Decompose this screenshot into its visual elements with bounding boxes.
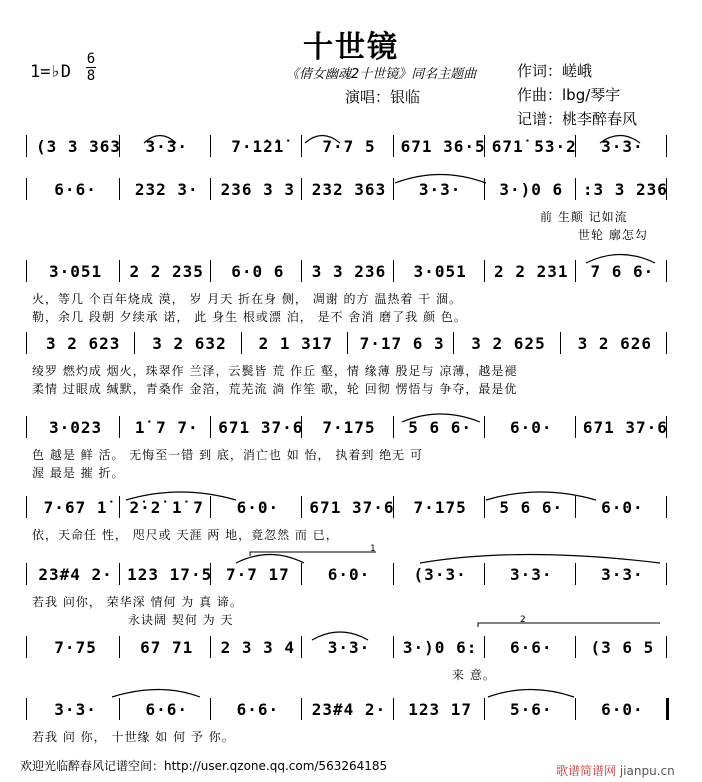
measure-notes: 3·3·: [510, 565, 553, 584]
measure-notes: 671 37·6: [309, 498, 395, 517]
lyrics-line-2: 柔情 过眼成 缄默，青桑作 金箔，荒芜流 淌 作笙 歌，轮 回彻 愣悟与 争夺，最是优: [32, 382, 518, 396]
measure-notes: 7·175: [322, 418, 376, 437]
measure-notes: (3 3 363: [36, 137, 122, 156]
measure-notes: :3 3 236: [582, 180, 668, 199]
lyrics-line-2: 世轮 廓怎勾: [578, 228, 648, 242]
measure-notes: 123 17·5: [127, 565, 213, 584]
measure-notes: 6·6·: [145, 700, 188, 719]
measure-notes: 7·67 1̇: [43, 498, 108, 517]
transcriber-credit: 记谱：桃李醉春风: [517, 110, 638, 128]
footer-link[interactable]: 欢迎光临醉春风记谱空间：http://user.qzone.qq.com/563264185: [20, 759, 388, 773]
measure-notes: 3 2 632: [152, 334, 227, 353]
subtitle: 《倩女幽魂2十世镜》同名主题曲: [286, 67, 477, 82]
watermark-brand: 歌谱简谱网: [556, 764, 617, 778]
key-signature: 1=♭D: [30, 62, 71, 82]
measure-notes: 236 3 3: [220, 180, 296, 199]
measure-notes: 671 36·5: [400, 137, 486, 156]
measure-notes: 67 71: [140, 638, 194, 657]
measure-notes: 3 3 236: [311, 262, 387, 281]
measure-notes: 3·051: [413, 262, 467, 281]
lyrics-line-1: 若我 问你， 荣华深 情何 为 真 谛。: [32, 595, 243, 609]
lyrics-line-1: 火，等几 个百年烧成 漠， 岁 月天 折在身 侧， 凋谢 的方 温热着 干 涸。: [32, 292, 462, 306]
measure-notes: 23#4 2·: [311, 700, 387, 719]
singer-credit: 演唱：银临: [345, 88, 421, 106]
measure-notes: 2 1 317: [258, 334, 334, 353]
measure-notes: 7·7 5: [322, 137, 376, 156]
measure-notes: 3·3·: [54, 700, 97, 719]
measure-notes: 3·023: [48, 418, 103, 437]
time-signature-top: 6: [86, 51, 96, 67]
lyricist-credit: 作词：嵯峨: [517, 62, 593, 80]
measure-notes: 5·6·: [510, 700, 553, 719]
measure-notes: 7·7 17: [225, 565, 290, 584]
measure-notes: 3·3·: [145, 137, 188, 156]
lyrics-line-2: 勒，余几 段朝 夕续承 诺， 此 身生 根或漂 泊， 是不 舍消 磨了我 颜 色。: [32, 310, 467, 324]
measure-notes: 6·0·: [601, 700, 644, 719]
measure-notes: 5 6 6·: [408, 418, 473, 437]
measure-notes: (3 6 5: [590, 638, 655, 657]
measure-notes: 3·)0 6: [499, 180, 564, 199]
watermark-url: jianpu.cn: [619, 764, 675, 778]
watermark: [556, 762, 675, 779]
measure-notes: 7·17 6 3: [359, 334, 445, 353]
time-signature-bottom: 8: [86, 68, 96, 84]
measure-notes: 3·)0 6:: [402, 638, 478, 657]
measure-notes: 3 2 623: [45, 334, 121, 353]
measure-notes: 671 37·6: [218, 418, 304, 437]
measure-notes: 3·3·: [601, 565, 644, 584]
measure-notes: 6·0·: [236, 498, 280, 517]
lyrics-line-1: 色 越是 鲜 活。 无悔至一错 到 底，消亡也 如 怡， 执着到 绝无 可: [32, 448, 423, 462]
measure-notes: 7·75: [54, 638, 97, 657]
measure-notes: 6·0 6: [231, 262, 285, 281]
measure-notes: 671 37·6: [582, 418, 668, 437]
measure-notes: 6·6·: [54, 180, 97, 199]
measure-notes: 3·3·: [327, 638, 371, 657]
measure-notes: 6·6·: [236, 700, 280, 719]
measure-notes: 232 3·: [134, 180, 199, 199]
measure-notes: 6·6·: [510, 638, 553, 657]
measure-notes: 123 17: [408, 700, 473, 719]
measure-notes: 6·0·: [327, 565, 371, 584]
measure-notes: 2 2 231: [494, 262, 569, 281]
measure-notes: 7·1̇2̇1̇: [231, 137, 285, 156]
lyrics-line-1: 来 意。: [452, 668, 496, 682]
composer-credit: 作曲：lbg/琴宇: [517, 86, 621, 104]
measure-notes: 5 6 6·: [499, 498, 564, 517]
volta-1-label: 1: [370, 544, 376, 554]
measure-notes: 671̇ 53·2: [491, 137, 577, 156]
measure-notes: 3·051: [48, 262, 103, 281]
measure-notes: 2 2 235: [129, 262, 204, 281]
measure-notes: 7·175: [413, 498, 467, 517]
measure-notes: 3·3·: [601, 137, 644, 156]
measure-notes: (3·3·: [413, 565, 467, 584]
lyrics-line-1: 若我 问 你， 十世缘 如 何 予 你。: [32, 730, 235, 744]
measure-notes: 23#4 2·: [38, 565, 113, 584]
lyrics-line-2: 渥 最是 摧 折。: [32, 466, 125, 480]
song-title: 十世镜: [303, 30, 399, 65]
lyrics-line-1: 绫罗 燃灼成 烟火，珠翠作 兰泽，云鬓皆 荒 作丘 壑，情 缘薄 殷足与 凉薄，越是褪: [32, 364, 518, 378]
lyrics-line-1: 前 生颠 记如流: [540, 210, 628, 224]
measure-notes: 1̇ 7 7·: [134, 418, 199, 437]
measure-notes: 3 2 625: [471, 334, 546, 353]
measure-notes: 2̇·2̇ 1̇ 7: [129, 498, 204, 517]
lyrics-line-1: 依，天命任 性， 咫尺或 天涯 两 地，竟忽然 而 已，: [32, 528, 339, 542]
measure-notes: 3 2 626: [577, 334, 653, 353]
lyrics-line-2: 永诀阔 契何 为 天: [128, 613, 234, 627]
measure-notes: 6·0·: [510, 418, 553, 437]
volta-2-label: 2: [520, 615, 526, 625]
measure-notes: 232 363: [311, 180, 387, 199]
measure-notes: 7 6 6·: [590, 262, 655, 281]
measure-notes: 3·3·: [418, 180, 462, 199]
measure-notes: 6·0·: [601, 498, 644, 517]
measure-notes: 2 3 3 4: [220, 638, 296, 657]
